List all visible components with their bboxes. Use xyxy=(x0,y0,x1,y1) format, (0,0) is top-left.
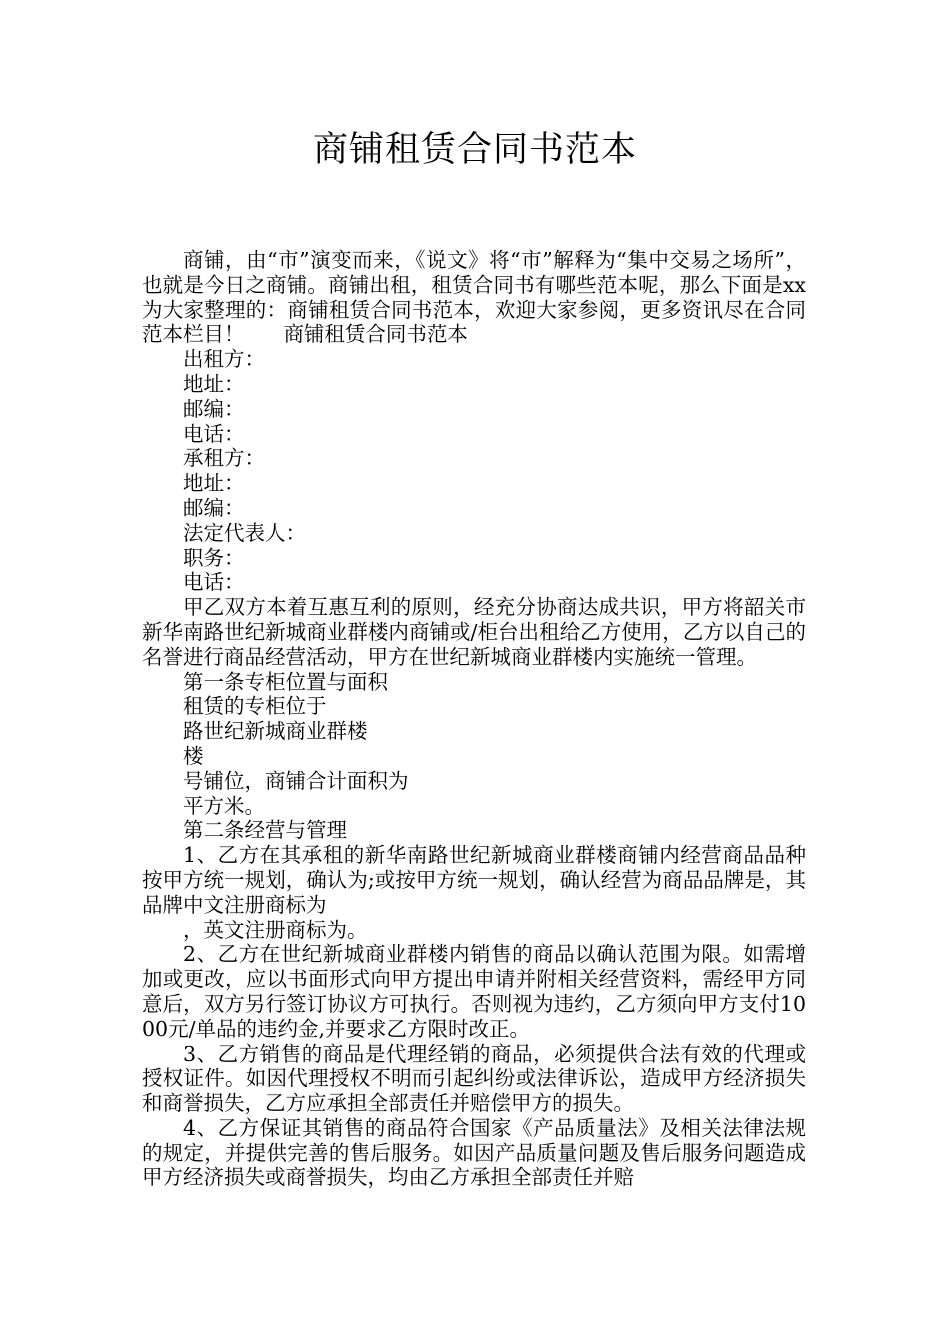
lessee-phone-label: 电话： xyxy=(183,570,245,595)
article-1-line-3: 楼 xyxy=(183,743,204,768)
lessor-address-label: 地址： xyxy=(183,371,245,396)
clause-4: 4、乙方保证其销售的商品符合国家《产品质量法》及相关法律法规的规定，并提供完善的售后服务。如因产品质量问题及售后服务问题造成甲方经济损失或商誉损失，均由乙方承担全部责任并赔 xyxy=(142,1115,806,1190)
lessor-phone-label: 电话： xyxy=(183,421,245,446)
lessor-label: 出租方： xyxy=(183,347,265,372)
lessee-address-label: 地址： xyxy=(183,471,245,496)
intro-text: 商铺，由“市”演变而来，《说文》将“市”解释为“集中交易之场所”，也就是今日之商铺。商铺出租，租赁合同书有哪些范本呢，那么下面是xx为大家整理的：商铺租赁合同书范本，欢迎大家参阅，更多资讯尽在合同范本栏目！ xyxy=(142,248,806,347)
article-2-heading: 第二条经营与管理 xyxy=(183,818,347,843)
position-label: 职务： xyxy=(183,545,245,570)
lessor-postcode-label: 邮编： xyxy=(183,396,245,421)
intro-heading-inline: 商铺租赁合同书范本 xyxy=(283,322,468,347)
clause-1-continuation: ，英文注册商标为。 xyxy=(183,917,368,942)
clause-3: 3、乙方销售的商品是代理经销的商品，必须提供合法有效的代理或授权证件。如因代理授权不明而引起纠纷或法律诉讼，造成甲方经济损失和商誉损失，乙方应承担全部责任并赔偿甲方的损失。 xyxy=(142,1041,806,1116)
clause-2: 2、乙方在世纪新城商业群楼内销售的商品以确认范围为限。如需增加或更改，应以书面形式向甲方提出申请并附相关经营资料，需经甲方同意后，双方另行签订协议方可执行。否则视为违约，乙方须向甲方支付1000元/单品的违约金,并要求乙方限时改正。 xyxy=(142,942,806,1041)
article-1-line-2: 路世纪新城商业群楼 xyxy=(183,719,368,744)
agreement-paragraph: 甲乙双方本着互惠互利的原则，经充分协商达成共识，甲方将韶关市新华南路世纪新城商业群楼内商铺或/柜台出租给乙方使用，乙方以自己的名誉进行商品经营活动，甲方在世纪新城商业群楼内实施统一管理。 xyxy=(142,595,806,669)
intro-paragraph xyxy=(142,248,806,347)
article-1-line-5: 平方米。 xyxy=(183,793,265,818)
lessee-postcode-label: 邮编： xyxy=(183,495,245,520)
lessee-label: 承租方： xyxy=(183,446,265,471)
legal-representative-label: 法定代表人： xyxy=(183,520,306,545)
clause-1: 1、乙方在其承租的新华南路世纪新城商业群楼商铺内经营商品品种按甲方统一规划，确认为;或按甲方统一规划，确认经营为商品品牌是，其品牌中文注册商标为 xyxy=(142,843,806,917)
article-1-line-4: 号铺位，商铺合计面积为 xyxy=(183,768,409,793)
article-1-line-1: 租赁的专柜位于 xyxy=(183,694,327,719)
document-body xyxy=(142,248,806,1190)
document-title: 商铺租赁合同书范本 xyxy=(312,130,637,170)
article-1-heading: 第一条专柜位置与面积 xyxy=(183,669,388,694)
